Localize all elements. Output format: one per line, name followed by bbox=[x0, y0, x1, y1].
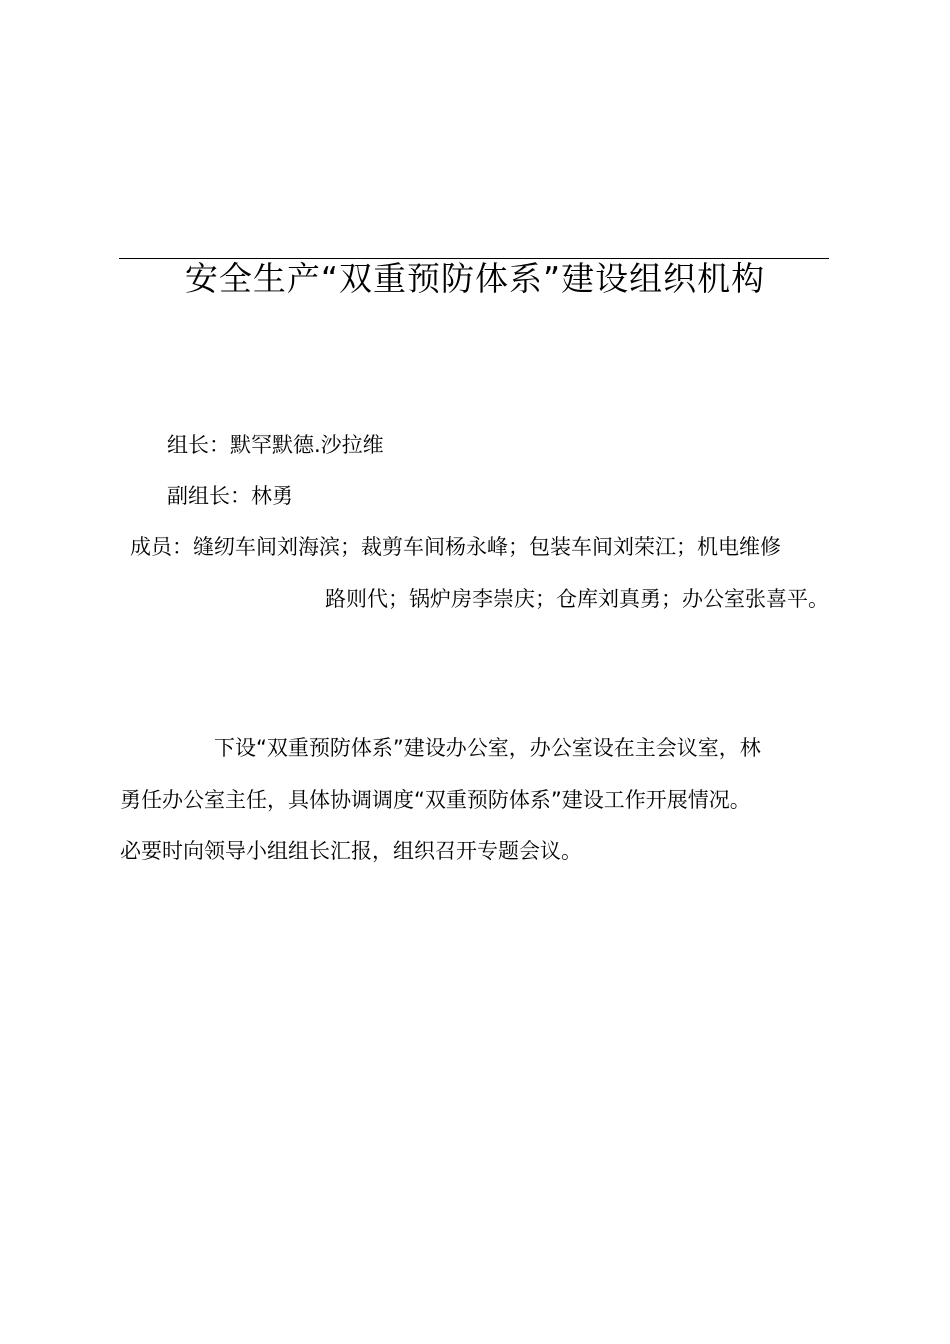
deputy-leader-line: 副组长：林勇 bbox=[167, 484, 293, 508]
leader-line: 组长：默罕默德.沙拉维 bbox=[167, 433, 384, 457]
paragraph-line-1: 下设“双重预防体系”建设办公室，办公室设在主会议室，林 bbox=[214, 736, 761, 760]
paragraph-line-2: 勇任办公室主任，具体协调调度“双重预防体系”建设工作开展情况。 bbox=[120, 788, 751, 812]
paragraph-line-3: 必要时向领导小组组长汇报，组织召开专题会议。 bbox=[120, 839, 582, 863]
members-line-2: 路则代；锅炉房李崇庆；仓库刘真勇；办公室张喜平。 bbox=[325, 587, 829, 611]
document-title: 安全生产“双重预防体系”建设组织机构 bbox=[184, 259, 766, 298]
members-line-1: 成员：缝纫车间刘海滨；裁剪车间杨永峰；包装车间刘荣江；机电维修 bbox=[130, 535, 781, 559]
